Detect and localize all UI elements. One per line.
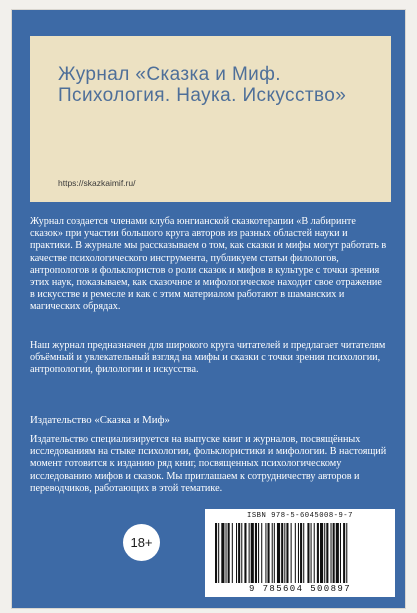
barcode-bar — [300, 523, 302, 583]
barcode-bar — [277, 523, 280, 583]
isbn-number: ISBN 978-5-6045008-9-7 — [247, 512, 353, 520]
barcode-bar — [326, 523, 328, 583]
barcode-bar — [268, 523, 270, 583]
barcode-bar — [261, 523, 262, 583]
title-panel — [30, 36, 391, 202]
barcode-bar — [226, 523, 227, 583]
barcode-bar — [311, 523, 312, 583]
website-url: https://skazkaimif.ru/ — [58, 178, 136, 188]
barcode-bar — [307, 523, 309, 583]
barcode-bar — [331, 523, 332, 583]
ean-number: 9 785604 500897 — [248, 584, 351, 594]
isbn-barcode-block — [205, 509, 395, 597]
barcode-bar — [218, 523, 219, 583]
barcode-bar — [295, 523, 296, 583]
barcode-bar — [249, 523, 250, 583]
barcode-icon — [209, 523, 391, 583]
barcode-bar — [251, 523, 254, 583]
barcode-bar — [228, 523, 230, 583]
barcode-bar — [324, 523, 325, 583]
barcode-bar — [241, 523, 242, 583]
barcode-bar — [215, 523, 217, 583]
barcode-bar — [274, 523, 275, 583]
barcode-bar — [281, 523, 283, 583]
barcode-bar — [320, 523, 323, 583]
barcode-bar — [232, 523, 233, 583]
barcode-bar — [265, 523, 266, 583]
barcode-bar — [244, 523, 246, 583]
barcode-bar — [317, 523, 319, 583]
barcode-bar — [343, 523, 345, 583]
barcode-bar — [314, 523, 315, 583]
barcode-bar — [272, 523, 273, 583]
barcode-bar — [346, 523, 347, 583]
book-back-cover — [12, 10, 405, 608]
publisher-paragraph: Издательство специализируется на выпуске книг и журналов, посвящённых исследованиям на стыке психологии, фольклористики и мифологии. В настоящий момент готовится к изданию ряд книг, посвященных психологическому исследованию мифов и сказок. Мы приглашаем к сотрудничеству авторов и переводчиков, работающих в этой тематике. — [30, 434, 387, 494]
journal-title: Журнал «Сказка и Миф. Психология. Наука. Искусство» — [58, 64, 347, 106]
barcode-bar — [258, 523, 259, 583]
barcode-bar — [298, 523, 299, 583]
barcode-bar — [291, 523, 292, 583]
barcode-bar — [238, 523, 240, 583]
barcode-bar — [336, 523, 339, 583]
barcode-bar — [286, 523, 288, 583]
age-rating-label: 18+ — [130, 535, 153, 550]
barcode-bar — [221, 523, 224, 583]
barcode-bar — [255, 523, 257, 583]
description-paragraph-1: Журнал создается членами клуба юнгианской сказкотерапии «В лабиринте сказок» при участии большого круга авторов из разных областей науки и практики. В журнале мы рассказываем о том, как сказки и мифы могут работать в качестве психологического инструмента, публикуем статьи филологов, антропологов и фольклористов о роли сказок и мифов в культуре с точки зрения этих наук, показываем, как сказочное и мифологическое находит свое отражение в искусстве и ремесле и как с этим материалом работают в шаманских и магических обрядах. — [30, 216, 387, 313]
barcode-bar — [284, 523, 285, 583]
description-paragraph-2: Наш журнал предназначен для широкого круга читателей и предлагает читателям объёмный и увлекательный взгляд на мифы и сказки с точки зрения психологии, антропологии, филологии и искусства. — [30, 340, 386, 376]
barcode-bar — [340, 523, 341, 583]
publisher-heading: Издательство «Сказка и Миф» — [30, 414, 170, 426]
barcode-bar — [333, 523, 335, 583]
age-rating-badge — [123, 524, 160, 561]
barcode-bar — [303, 523, 304, 583]
barcode-bar — [236, 523, 237, 583]
